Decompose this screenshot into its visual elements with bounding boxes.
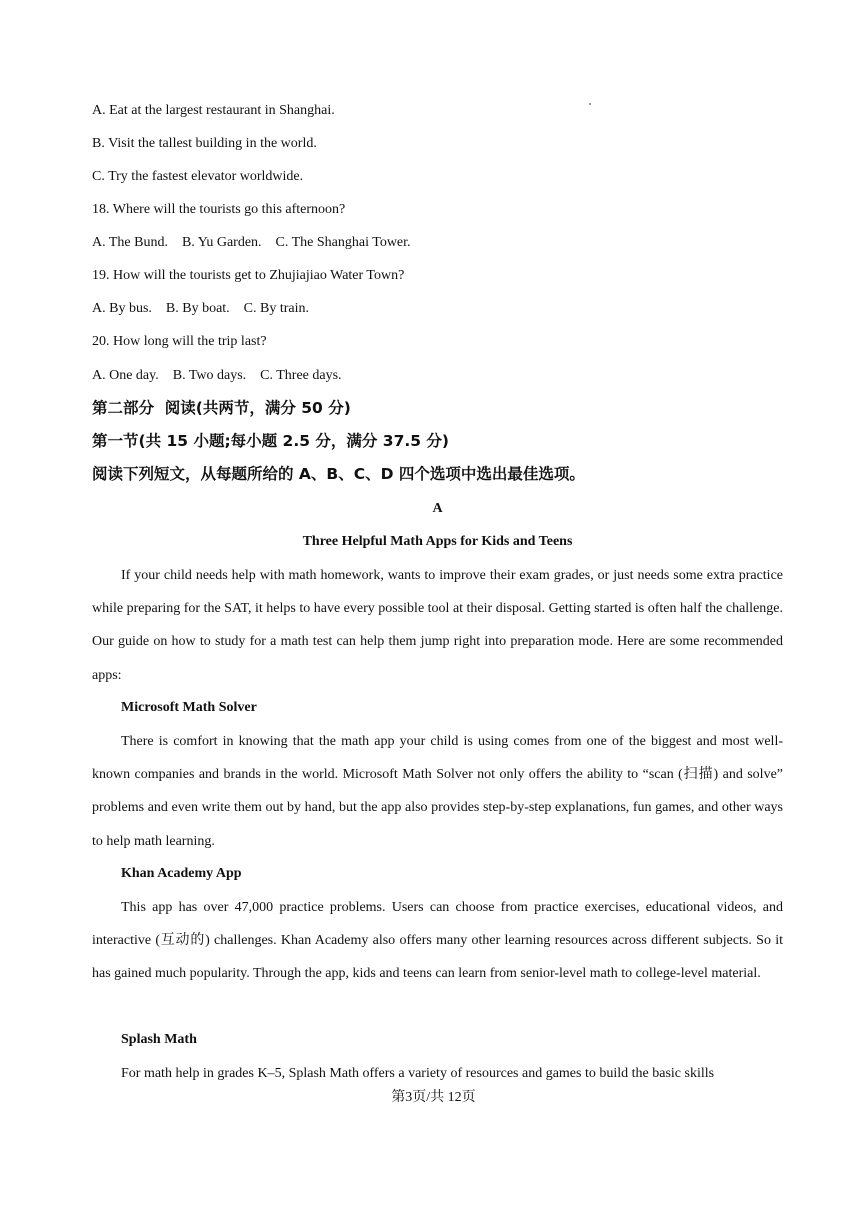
app1-paragraph: There is comfort in knowing that the math app your child is using comes from one of the biggest and most well-known companies and brands in the world. Microsoft Math Solver not only offers the ability to “scan (扫描) and solve” problems and even write them out by hand, but the app also provides step-by-step explanations, fun games, and other ways to help math learning. [92, 734, 783, 849]
app2-title: Khan Academy App [121, 866, 242, 881]
question-19: 19. How will the tourists get to Zhujiajiao Water Town? [92, 268, 405, 283]
q18-options: A. The Bund. B. Yu Garden. C. The Shanghai Tower. [92, 235, 411, 250]
passage-label: A [432, 501, 443, 516]
section-one-heading: 第一节(共 15 小题;每小题 2.5 分，满分 37.5 分) [92, 432, 450, 450]
q17-option-b: B. Visit the tallest building in the world. [92, 136, 317, 151]
reading-instruction: 阅读下列短文，从每题所给的 A、B、C、D 四个选项中选出最佳选项。 [92, 465, 585, 483]
scan-speck [589, 103, 591, 105]
q20-options: A. One day. B. Two days. C. Three days. [92, 368, 342, 383]
q17-option-c: C. Try the fastest elevator worldwide. [92, 169, 304, 184]
intro-paragraph: If your child needs help with math homework, wants to improve their exam grades, or just needs some extra practice while preparing for the SAT, it helps to have every possible tool at their disposal. Getting started is often half the challenge. Our guide on how to study for a math test can help them jump right into preparation mode. Here are some recommended apps: [92, 568, 784, 683]
q19-options: A. By bus. B. By boat. C. By train. [92, 301, 310, 316]
question-20: 20. How long will the trip last? [92, 334, 267, 349]
question-18: 18. Where will the tourists go this afternoon? [92, 202, 346, 217]
app1-title: Microsoft Math Solver [121, 700, 257, 715]
app3-paragraph: For math help in grades K–5, Splash Math offers a variety of resources and games to build the basic skills [121, 1066, 715, 1081]
page-number: 第3页/共 12页 [391, 1090, 476, 1105]
app3-title: Splash Math [121, 1032, 197, 1047]
part-two-heading: 第二部分 阅读(共两节，满分 50 分) [92, 399, 351, 417]
passage-title: Three Helpful Math Apps for Kids and Teens [302, 534, 573, 549]
app2-paragraph: This app has over 47,000 practice problems. Users can choose from practice exercises, educational videos, and interactive (互动的) challenges. Khan Academy also offers many other learning resources across different subjects. So it has gained much popularity. Through the app, kids and teens can learn from senior-level math to college-level material. [92, 900, 783, 982]
q17-option-a: A. Eat at the largest restaurant in Shanghai. [92, 103, 335, 118]
